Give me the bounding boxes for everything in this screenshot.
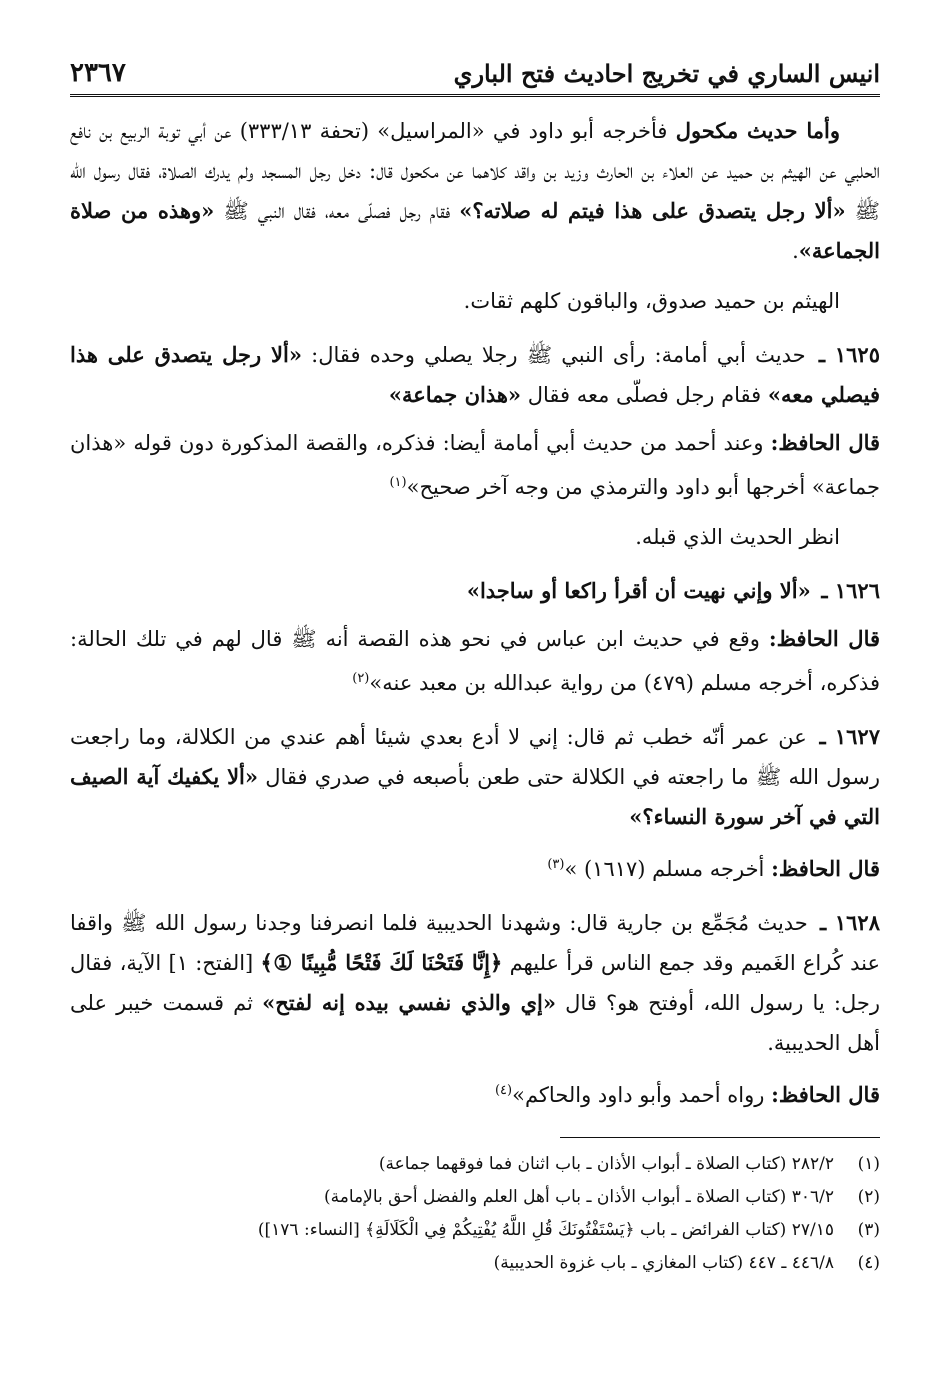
footnote-1	[70, 1148, 880, 1181]
hafiz-text-1626: وقع في حديث ابن عباس في نحو هذه القصة أنه ﷺ قال لهم في تلك الحالة: فذكره، أخرجه مسلم (٤٧٩) من رواية عبدالله بن معبد عنه»	[70, 627, 880, 695]
hadith-1625-quote-2: «هذان جماعة»	[388, 382, 522, 407]
footnote-number: (٤)	[857, 1253, 880, 1273]
intro-text-2: فقام رجل فصلّى معه، فقال النبي ﷺ	[214, 199, 460, 223]
hadith-1627	[70, 717, 880, 837]
hafiz-label: قال الحافظ:	[771, 856, 880, 881]
hadith-number-1626: ١٦٢٦ ـ	[821, 578, 880, 603]
narrators-note: الهيثم بن حميد صدوق، والباقون كلهم ثقات.	[463, 289, 840, 313]
footnote-2	[70, 1181, 880, 1214]
footnote-number: (٣)	[857, 1220, 880, 1240]
footnote-text: ٣٠٦/٢ (كتاب الصلاة ـ أبواب الأذان ـ باب أهل العلم والفضل أحق بالإمامة)	[324, 1187, 834, 1207]
footnote-number: (٢)	[857, 1187, 880, 1207]
hadith-1625-text-1: حديث أبي أمامة: رأى النبي ﷺ رجلا يصلي وحده فقال:	[301, 343, 815, 367]
footnote-ref-1[interactable]: (١)	[389, 475, 407, 490]
footnote-3	[70, 1214, 880, 1247]
footnote-text: ٢٧/١٥ (كتاب الفرائض ـ باب ﴿يَسْتَفْتُونَكَ قُلِ اللَّهُ يُفْتِيكُمْ فِي الْكَلَالَةِ﴾ [النساء: ١٧٦])	[257, 1220, 834, 1240]
hafiz-comment-1627	[70, 845, 880, 889]
quran-verse: ﴿إِنَّا فَتَحْنَا لَكَ فَتْحًا مُّبِينًا ①﴾	[260, 950, 503, 975]
book-page	[70, 40, 880, 1280]
footnote-text: ٤٤٦/٨ ـ ٤٤٧ (كتاب المغازي ـ باب غزوة الحديبية)	[493, 1253, 834, 1273]
page-number: ٢٣٦٧	[70, 58, 126, 88]
hadith-1627-quote: «ألا يكفيك آية الصيف التي في آخر سورة النساء؟»	[70, 764, 880, 829]
intro-bold-lead: وأما حديث مكحول	[675, 118, 840, 143]
header-title: انيس الساري في تخريج احاديث فتح الباري	[453, 59, 880, 88]
intro-quote-2: «وهذه من صلاة الجماعة»	[70, 198, 880, 263]
footnote-text: ٢٨٢/٢ (كتاب الصلاة ـ أبواب الأذان ـ باب اثنان فما فوقهما جماعة)	[378, 1154, 834, 1174]
see-previous-note: انظر الحديث الذي قبله.	[635, 525, 840, 549]
hadith-1628-text-2: [الفتح: ١] الآية، فقال رجل: يا رسول الله، أوفتح هو؟ قال	[70, 951, 880, 1015]
hadith-number-1627: ١٦٢٧ ـ	[819, 724, 880, 749]
hadith-1625-text-2: فقام رجل فصلّى معه فقال	[521, 383, 768, 407]
hadith-number-1628: ١٦٢٨ ـ	[819, 910, 880, 935]
footnote-4	[70, 1247, 880, 1280]
footnote-divider	[560, 1137, 880, 1138]
intro-paragraph	[70, 111, 880, 271]
footnote-ref-3[interactable]: (٣)	[547, 857, 565, 872]
footnote-ref-4[interactable]: (٤)	[494, 1083, 513, 1098]
hafiz-text-1625: وعند أحمد من حديث أبي أمامة أيضا: فذكره، والقصة المذكورة دون قوله «هذان جماعة» أخرجها أبو داود والترمذي من وجه آخر صحيح»	[70, 431, 880, 499]
hafiz-label: قال الحافظ:	[770, 430, 881, 455]
hafiz-text-1627: أخرجه مسلم (١٦١٧) »	[564, 857, 772, 881]
hadith-1628	[70, 903, 880, 1063]
hafiz-comment-1628	[70, 1071, 880, 1115]
hafiz-text-1628: رواه أحمد وأبو داود والحاكم»	[512, 1083, 772, 1107]
intro-text-3: .	[792, 239, 799, 263]
intro-text-1: فأخرجه أبو داود في «المراسيل» (تحفة ٣٣٣/١٣) عن أبي توبة الربيع بن نافع الحلبي عن الهيثم بن حميد عن العلاء بن الحارث وزيد بن واقد كلاهما عن مكحول قال: دخل رجل المسجد ولم يدرك الصلاة، فقال رسول الله ﷺ	[70, 119, 881, 223]
hadith-1628-text-3: ثم قسمت خيبر على أهل الحديبية.	[70, 991, 880, 1055]
footnotes	[70, 1148, 880, 1280]
footnote-ref-2[interactable]: (٢)	[352, 671, 370, 686]
running-header	[70, 40, 880, 97]
hadith-1625	[70, 335, 880, 415]
hadith-1626-quote: «ألا وإني نهيت أن أقرأ راكعا أو ساجدا»	[466, 578, 811, 603]
hafiz-comment-1626	[70, 619, 880, 703]
hadith-1626	[70, 571, 880, 611]
hadith-1628-quote: «إي والذي نفسي بيده إنه لفتح»	[262, 990, 557, 1015]
hadith-1628-text-1: حديث مُجَمِّع بن جارية قال: وشهدنا الحديبية فلما انصرفنا وجدنا رسول الله ﷺ واقفا عند كُراع الغَميم وقد جمع الناس قرأ عليهم	[70, 911, 880, 975]
footnote-number: (١)	[857, 1154, 880, 1174]
hafiz-label: قال الحافظ:	[771, 1082, 880, 1107]
hafiz-comment-1625	[70, 423, 880, 507]
hadith-1625-quote-1: «ألا رجل يتصدق على هذا فيصلي معه»	[70, 342, 880, 407]
hafiz-label: قال الحافظ:	[768, 626, 881, 651]
intro-quote-1: «ألا رجل يتصدق على هذا فيتم له صلاته؟»	[459, 198, 846, 223]
hadith-1627-text-1: عن عمر أنّه خطب ثم قال: إني لا أدع بعدي شيئا أهم عندي من الكلالة، وما راجعت رسول الله ﷺ ما راجعته في الكلالة حتى طعن بأصبعه في صدري فقال	[70, 725, 880, 789]
hadith-number-1625: ١٦٢٥ ـ	[818, 342, 880, 367]
